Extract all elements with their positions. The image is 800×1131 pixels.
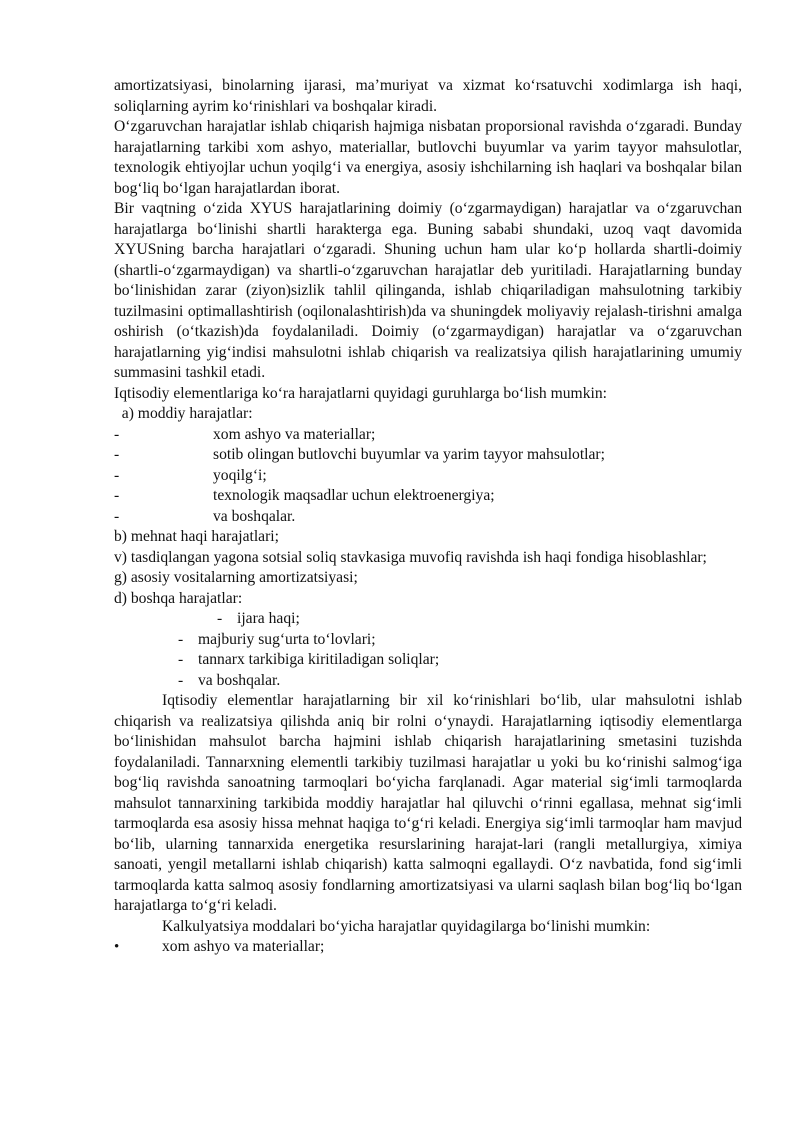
list-item <box>114 507 742 528</box>
bullet-list-item <box>114 937 742 958</box>
list-item <box>114 650 742 671</box>
list-a-items <box>114 425 742 528</box>
list-item-text: va boshqalar. <box>213 507 296 525</box>
list-b-line: b) mehnat haqi harajatlari; <box>114 528 279 545</box>
paragraph-calculation-items-intro: Kalkulyatsiya moddalari bo‘yicha harajatlar quyidagilarga bo‘linishi mumkin: <box>162 917 651 935</box>
dash-marker: - <box>114 446 120 463</box>
list-g-line: g) asosiy vositalarning amortizatsiyasi; <box>114 569 358 586</box>
list-d-heading: d) boshqa harajatlar: <box>114 589 243 607</box>
list-item-text: yoqilg‘i; <box>213 466 267 484</box>
dash-marker: - <box>114 466 120 484</box>
list-item-text: ijara haqi; <box>237 610 300 627</box>
list-item <box>114 445 742 466</box>
dash-marker: - <box>178 630 184 648</box>
list-item-text: texnologik maqsadlar uchun elektroenergiya; <box>213 487 495 504</box>
list-item <box>114 425 742 446</box>
list-item <box>114 486 742 507</box>
list-item-text: majburiy sug‘urta to‘lovlari; <box>198 630 376 648</box>
dash-marker: - <box>178 651 184 668</box>
list-item-text: sotib olingan butlovchi buyumlar va yarim tayyor mahsulotlar; <box>213 446 605 463</box>
bullet-item-text: xom ashyo va materiallar; <box>162 938 325 955</box>
list-item <box>114 671 742 692</box>
dash-marker: - <box>217 610 223 627</box>
list-item <box>114 609 742 630</box>
list-a-heading: a) moddiy harajatlar: <box>114 405 253 422</box>
bullet-marker: • <box>114 939 120 955</box>
dash-marker: - <box>178 671 184 689</box>
list-item-text: va boshqalar. <box>198 671 281 689</box>
paragraph-economic-elements-intro: Iqtisodiy elementlariga ko‘ra harajatlarni quyidagi guruhlarga bo‘lish mumkin: <box>114 384 607 402</box>
list-item <box>114 630 742 651</box>
paragraph-amortization: amortizatsiyasi, binolarning ijarasi, ma’muriyat va xizmat ko‘rsatuvchi xodimlarga ish haqi, soliqlarning ayrim ko‘rinishlari va boshqalar kiradi. <box>114 77 742 115</box>
list-item-text: xom ashyo va materiallar; <box>213 425 376 443</box>
document-page <box>114 76 742 958</box>
list-item-text: tannarx tarkibiga kiritiladigan soliqlar; <box>198 651 440 668</box>
list-d-items <box>114 609 742 691</box>
list-v-line: v) tasdiqlangan yagona sotsial soliq stavkasiga muvofiq ravishda ish haqi fondiga hisoblashlar; <box>114 548 707 566</box>
paragraph-economic-elements: Iqtisodiy elementlar harajatlarning bir xil ko‘rinishlari bo‘lib, ular mahsulotni ishlab chiqarish va realizatsiya qilishda aniq bir rolni o‘ynaydi. Harajatlarning iqtisodiy elementlarga bo‘linishidan mahsulot barcha hajmini ishlab chiqarish harajatlarining smetasini tuzishda foydalaniladi. Tannarxning elementli tarkibiy tuzilmasi harajatlar u yoki bu ko‘rinishi salmog‘iga bog‘liq ravishda sanoatning tarmoqlari bo‘yicha farqlanadi. Agar material sig‘imli tarmoqlarda mahsulot tannarxining tarkibida moddiy harajatlar hal qiluvchi o‘rinni egallasa, mehnat sig‘imli tarmoqlarda esa asosiy hissa mehnat haqiga to‘g‘ri keladi. Energiya sig‘imli tarmoqlar ham mavjud bo‘lib, ularning tannarxida energetika resurslarining harajat-lari (rangli metallurgiya, ximiya sanoati, yengil metallarni ishlab chiqarish) katta salmoqni egallaydi. O‘z navbatida, fond sig‘imli tarmoqlarda katta salmoq asosiy fondlarning amortizatsiyasi va ularni saqlash bilan bog‘liq bo‘lgan harajatlarga to‘g‘ri keladi. <box>114 692 742 914</box>
paragraph-variable-costs: O‘zgaruvchan harajatlar ishlab chiqarish hajmiga nisbatan proporsional ravishda o‘zgaradi. Bunday harajatlarning tarkibi xom ashyo, materiallar, butlovchi buyumlar va yarim tayyor mahsulotlar, texnologik ehtiyojlar uchun yoqilg‘i va energiya, asosiy ishchilarning ish haqlari va boshqalar bilan bog‘liq bo‘lgan harajatlardan iborat. <box>114 118 742 197</box>
list-item <box>114 466 742 487</box>
dash-marker: - <box>114 487 120 504</box>
dash-marker: - <box>114 425 120 443</box>
dash-marker: - <box>114 507 120 525</box>
paragraph-fixed-variable-split: Bir vaqtning o‘zida XYUS harajatlarining doimiy (o‘zgarmaydigan) harajatlar va o‘zgaruvchan harajatlarga bo‘linishi shartli harakterga ega. Buning sababi shundaki, uzoq vaqt davomida XYUSning barcha harajatlari o‘zgaradi. Shuning uchun ham ular ko‘p hollarda shartli-doimiy (shartli-o‘zgarmaydigan) va shartli-o‘zgaruvchan harajatlar deb yuritiladi. Harajatlarning bunday bo‘linishidan zarar (ziyon)sizlik tahlil qilinganda, ishlab chiqariladigan mahsulotning tarkibiy tuzilmasini optimallashtirish (oqilonalashtirish)da va shuningdek moliyaviy rejalash-tirishni amalga oshirish (o‘tkazish)da foydalaniladi. Doimiy (o‘zgarmaydigan) harajatlar va o‘zgaruvchan harajatlarning yig‘indisi mahsulotni ishlab chiqarish va realizatsiya qilish harajatlarining umumiy summasini tashkil etadi. <box>114 200 742 381</box>
